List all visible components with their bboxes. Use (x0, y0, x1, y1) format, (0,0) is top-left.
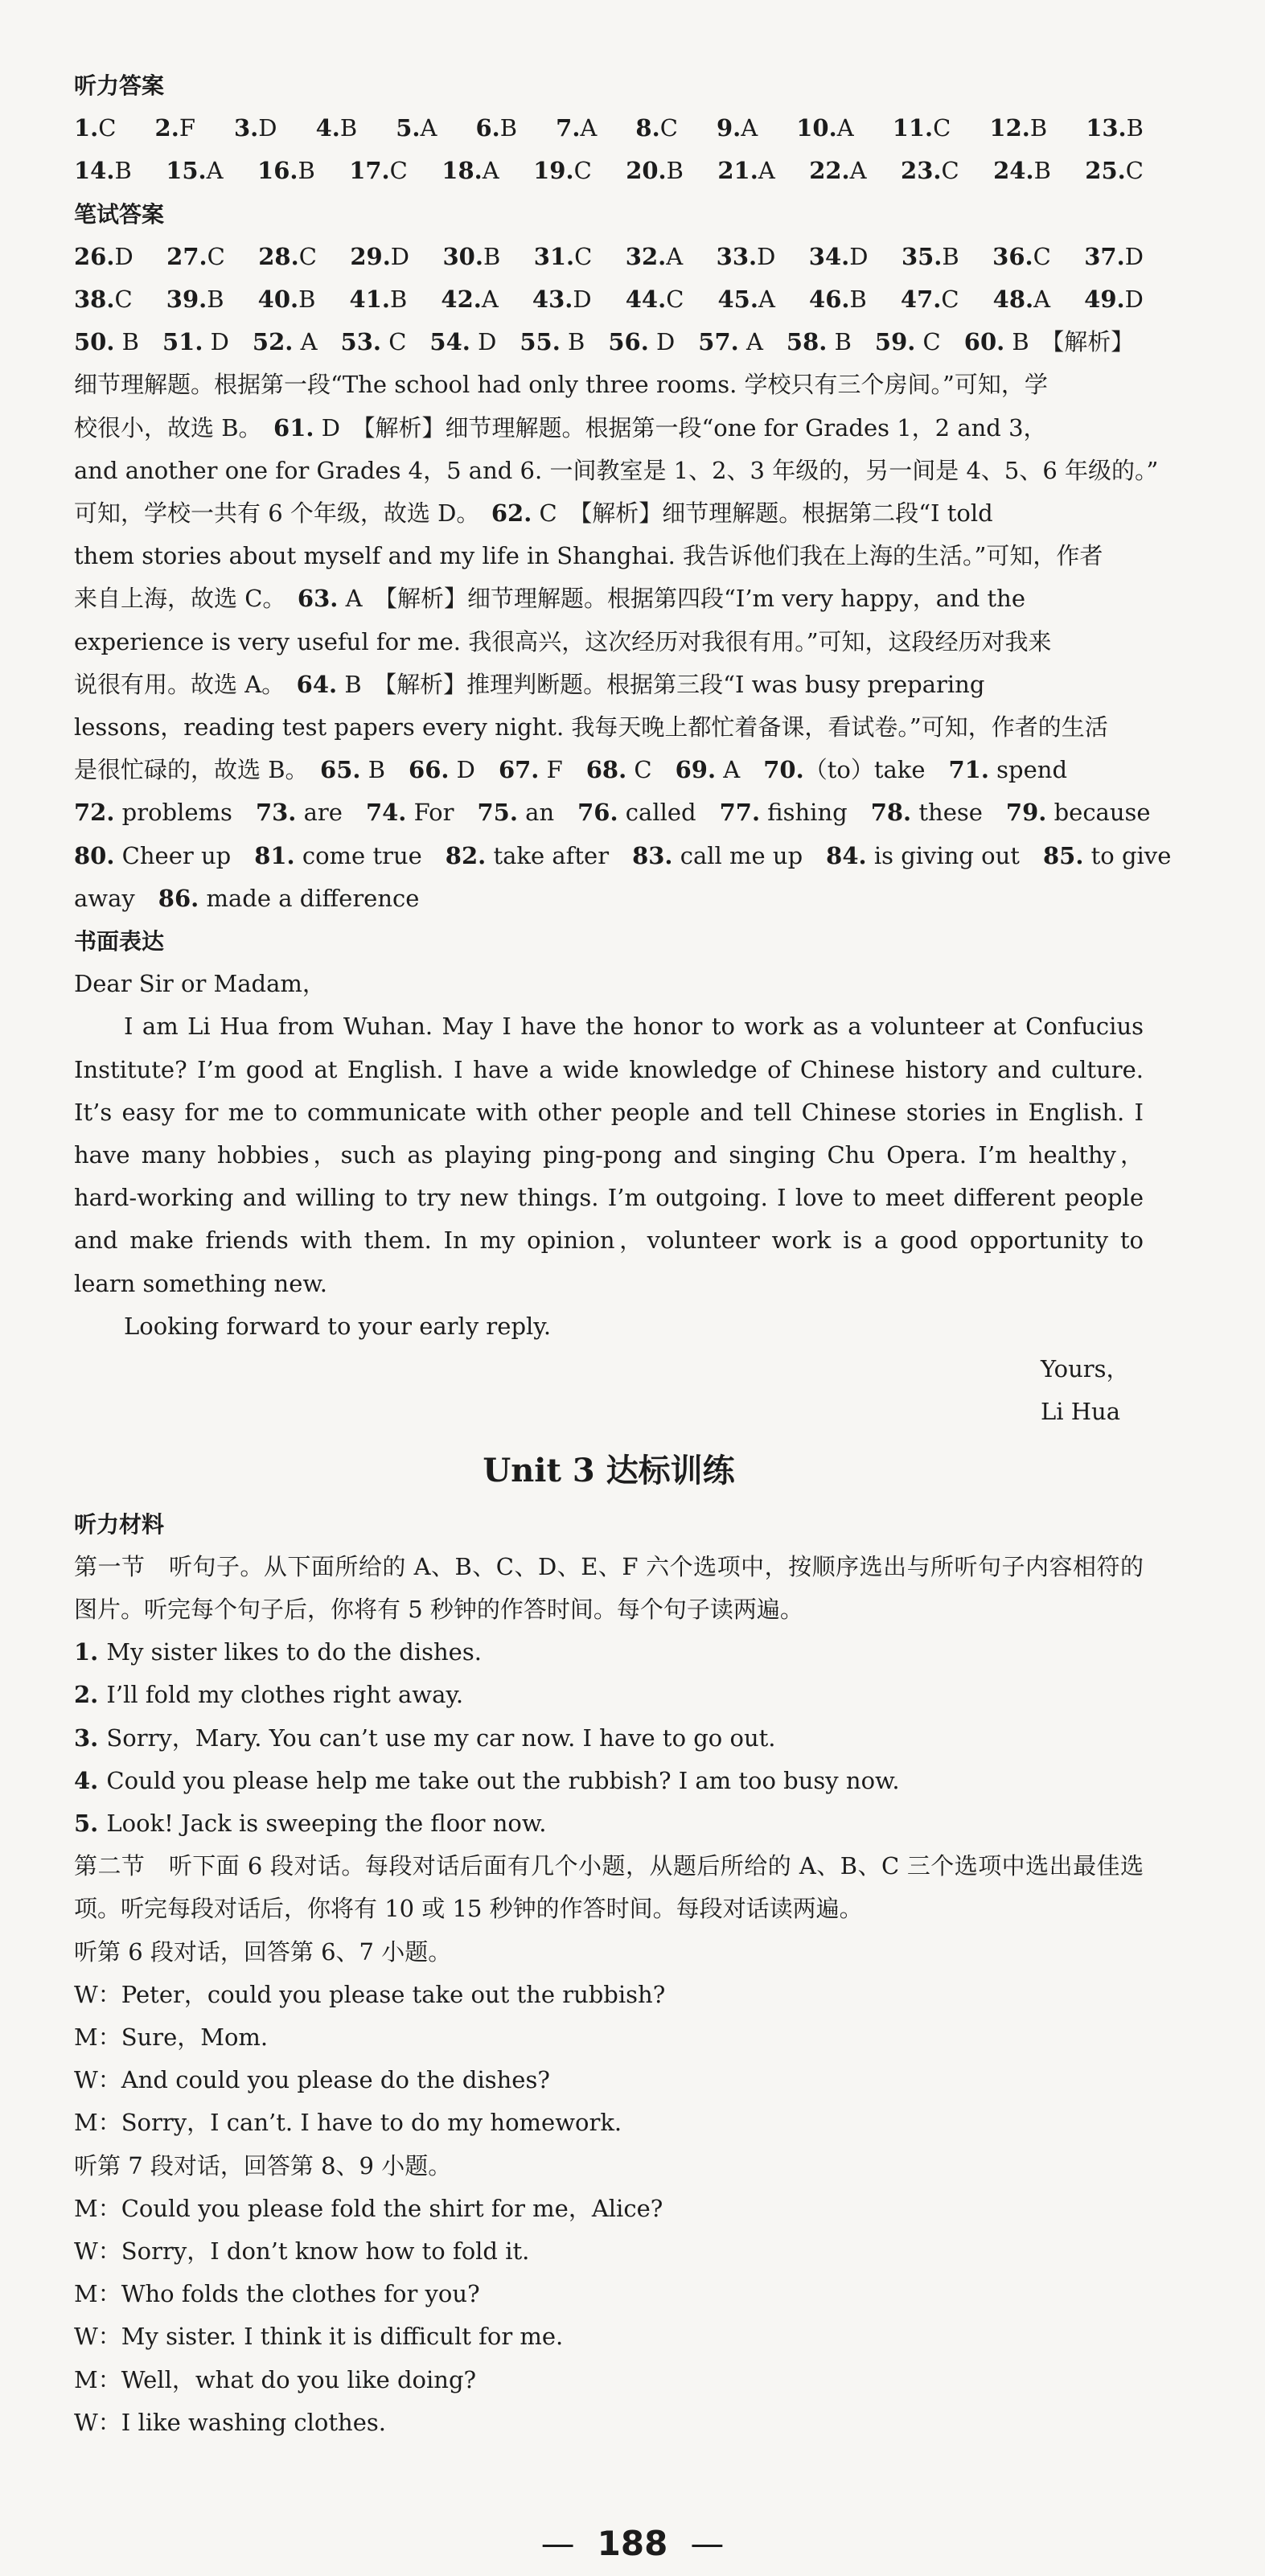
answer-value: C (659, 114, 678, 142)
answer-item (717, 150, 774, 192)
answer-value: A (420, 114, 437, 142)
answer-number: 46. (809, 286, 850, 314)
answer-value: D (258, 114, 277, 142)
answer-item (717, 236, 776, 278)
answer-number: 24. (993, 157, 1034, 185)
answer-number: 45. (717, 286, 758, 314)
sentence-text: I’ll fold my clothes right away. (106, 1681, 464, 1709)
answer-value: C (1125, 157, 1144, 185)
explanation-line: 说很有用。故选 A。 64. B 【解析】推理判断题。根据第三段“I was busy preparing (74, 670, 985, 698)
answer-number: 40. (257, 286, 299, 314)
explanation-line: and another one for Grades 4，5 and 6. 一间教室是 1、2、3 年级的，另一间是 4、5、6 年级的。” (74, 456, 1159, 484)
answer-number: 22. (809, 157, 850, 185)
answer-item (809, 236, 869, 278)
section1-instruction: 第一节 听句子。从下面所给的 A、B、C、D、E、F 六个选项中，按顺序选出与所听句子内容相符的图片。听完每个句子后，你将有 5 秒钟的作答时间。每个句子读两遍。 (74, 1552, 1144, 1623)
answer-value: A (482, 157, 499, 185)
answer-value: D (390, 242, 410, 270)
explanation-line: 来自上海，故选 C。 63. A 【解析】细节理解题。根据第四段“I’m very happy，and the (74, 585, 1025, 613)
letter-yours: Yours， (1041, 1355, 1130, 1383)
answer-number: 14. (74, 157, 115, 185)
answer-number: 15. (166, 157, 207, 185)
answer-item (234, 107, 277, 150)
dialogue-line: M：Sure，Mom. (74, 2023, 269, 2051)
answer-item (258, 236, 317, 278)
written-answers-block (74, 236, 1144, 321)
answer-item (74, 236, 133, 278)
answer-number: 48. (992, 286, 1034, 314)
answer-number: 29. (350, 242, 391, 270)
dialogue6-intro: 听第 6 段对话，回答第 6、7 小题。 (74, 1937, 452, 1966)
answer-number: 39. (166, 286, 207, 314)
answer-value: D (114, 242, 133, 270)
answer-row (74, 278, 1144, 321)
explanation-line: lessons，reading test papers every night. 我每天晚上都忙着备课，看试卷。”可知，作者的生活 (74, 713, 1108, 742)
answer-value: A (206, 157, 224, 185)
answer-item (809, 150, 866, 192)
answer-value: C (933, 114, 951, 142)
listening-answers-block (74, 107, 1144, 192)
answer-value: B (849, 286, 867, 314)
explanation-line: 校很小，故选 B。 61. D 【解析】细节理解题。根据第一段“one for Grades 1，2 and 3， (74, 413, 1047, 442)
dialogue-line: M：Sorry，I can’t. I have to do my homework. (74, 2109, 622, 2137)
dialogue-line: W：Sorry，I don’t know how to fold it. (74, 2237, 530, 2265)
letter-body: I am Li Hua from Wuhan. May I have the honor to work as a volunteer at Confucius Institute? I’m good at English. I have a wide knowledge of Chinese history and culture. It’s easy for me to communicate with other people and tell Chinese stories in English. I have many hobbies，such as playing ping-pong and singing Chu Opera. I’m healthy，hard-working and willing to try new things. I’m outgoing. I love to meet different people and make friends with them. In my opinion，volunteer work is a good opportunity to learn something new. (74, 1013, 1144, 1297)
answer-value: B (666, 157, 684, 185)
answer-value: B (389, 286, 408, 314)
sentence-text: Sorry，Mary. You can’t use my car now. I have to go out. (106, 1723, 776, 1752)
answer-value: A (580, 114, 598, 142)
explanation-line: 是很忙碌的，故选 B。 65. B 66. D 67. F 68. C 69. A 70.（to）take 71. spend (74, 756, 1068, 784)
answer-item (626, 150, 684, 192)
answer-item (993, 150, 1051, 192)
explanation-line: 可知，学校一共有 6 个年级，故选 D。 62. C 【解析】细节理解题。根据第二段“I told (74, 499, 993, 528)
answer-value: C (98, 114, 117, 142)
letter-greeting: Dear Sir or Madam， (74, 970, 326, 998)
answer-item (902, 236, 959, 278)
answer-item (718, 278, 775, 321)
answer-value: A (849, 157, 867, 185)
dialogue-line: M：Could you please fold the shirt for me，Alice? (74, 2194, 663, 2222)
answer-number: 4. (315, 114, 340, 142)
dialogue7 (74, 2188, 1144, 2444)
dialogue7-intro: 听第 7 段对话，回答第 8、9 小题。 (74, 2151, 452, 2180)
answer-item (166, 150, 223, 192)
answer-item (992, 236, 1051, 278)
listening-answers-heading: 听力答案 (74, 72, 165, 99)
answer-value: C (574, 242, 593, 270)
answer-item (533, 150, 592, 192)
answer-item (257, 150, 315, 192)
sentence-text: Look! Jack is sweeping the floor now. (106, 1809, 547, 1837)
answer-item (74, 107, 116, 150)
answer-value: D (1124, 242, 1144, 270)
answer-value: C (1033, 242, 1051, 270)
answer-item (893, 107, 951, 150)
answer-number: 49. (1084, 286, 1125, 314)
answer-number: 34. (808, 242, 850, 270)
answer-number: 17. (349, 157, 390, 185)
dialogue-line: W：My sister. I think it is difficult for me. (74, 2323, 564, 2351)
page-number (0, 2524, 1265, 2563)
answer-item (1086, 107, 1144, 150)
section2-instruction: 第二节 听下面 6 段对话。每段对话后面有几个小题，从题后所给的 A、B、C 三个选项中选出最佳选项。听完每段对话后，你将有 10 或 15 秒钟的作答时间。每段对话读两遍。 (74, 1852, 1144, 1923)
answer-number: 33. (716, 242, 758, 270)
answer-number: 38. (74, 286, 115, 314)
answer-item (74, 150, 132, 192)
answer-item (1084, 236, 1144, 278)
answer-value: B (1029, 114, 1048, 142)
answer-item (626, 236, 683, 278)
answer-item (901, 278, 959, 321)
sentence-item (74, 1717, 1144, 1760)
answer-item (796, 107, 853, 150)
answer-item (717, 107, 758, 150)
answer-number: 8. (635, 114, 660, 142)
answer-item (556, 107, 597, 150)
explanation-line: experience is very useful for me. 我很高兴，这次经历对我很有用。”可知，这段经历对我来 (74, 627, 1052, 655)
material-heading: 听力材料 (74, 1510, 165, 1538)
answer-number: 12. (989, 114, 1030, 142)
answer-number: 13. (1086, 114, 1127, 142)
content (74, 64, 1172, 2444)
answer-number: 9. (716, 114, 741, 142)
sentence-number: 5. (74, 1809, 107, 1837)
answer-item (1084, 278, 1144, 321)
answer-number: 16. (257, 157, 298, 185)
answer-value: B (1033, 157, 1051, 185)
answer-number: 43. (532, 286, 573, 314)
answer-value: D (573, 286, 592, 314)
answer-item (350, 278, 408, 321)
letter-name: Li Hua (1041, 1398, 1121, 1426)
answer-number: 20. (626, 157, 667, 185)
answer-value: D (1124, 286, 1144, 314)
answer-value: A (758, 286, 775, 314)
answer-value: B (499, 114, 518, 142)
answer-value: C (941, 286, 959, 314)
answer-item (443, 236, 501, 278)
sentence-number: 3. (74, 1723, 107, 1752)
explanation-line: 细节理解题。根据第一段“The school had only three rooms. 学校只有三个房间。”可知，学 (74, 371, 1048, 399)
answer-number: 37. (1084, 242, 1125, 270)
answer-value: C (389, 157, 408, 185)
answer-value: A (1033, 286, 1051, 314)
answer-row (74, 107, 1144, 150)
answer-number: 18. (442, 157, 483, 185)
answer-number: 30. (442, 242, 483, 270)
answer-value: C (114, 286, 133, 314)
answer-number: 11. (892, 114, 934, 142)
answer-value: D (849, 242, 869, 270)
sentence-item (74, 1802, 1144, 1845)
page-number-dash-right: — (690, 2524, 725, 2563)
answer-item (258, 278, 316, 321)
answer-item (635, 107, 677, 150)
answer-value: C (298, 242, 317, 270)
dialogue-line: M：Well，what do you like doing? (74, 2365, 477, 2393)
answer-number: 44. (625, 286, 667, 314)
answer-number: 26. (74, 242, 115, 270)
answer-number: 25. (1085, 157, 1126, 185)
letter (74, 963, 1144, 1433)
answer-value: C (207, 242, 225, 270)
answer-number: 23. (901, 157, 942, 185)
answer-value: A (836, 114, 854, 142)
sentence-text: Could you please help me take out the rubbish? I am too busy now. (106, 1766, 900, 1794)
answer-value: A (758, 157, 775, 185)
letter-signoff (74, 1348, 1144, 1433)
answer-item (155, 107, 195, 150)
explanation-line: 80. Cheer up 81. come true 82. take after 83. call me up 84. is giving out 85. to give (74, 841, 1172, 869)
answer-row (74, 150, 1144, 192)
answer-item (476, 107, 518, 150)
sentence-item (74, 1674, 1144, 1716)
answer-value: B (1126, 114, 1144, 142)
sentence-number: 2. (74, 1681, 107, 1709)
answer-item (316, 107, 358, 150)
answer-number: 36. (992, 242, 1033, 270)
answer-number: 28. (258, 242, 299, 270)
answer-item (396, 107, 437, 150)
sentence-item (74, 1760, 1144, 1802)
sentence-list (74, 1631, 1144, 1845)
answer-number: 5. (396, 114, 421, 142)
sentence-text: My sister likes to do the dishes. (106, 1638, 482, 1666)
answer-value: A (481, 286, 499, 314)
dialogue-line: W：I like washing clothes. (74, 2408, 386, 2436)
answer-item (534, 236, 593, 278)
answer-item (1085, 150, 1144, 192)
dialogue-line: M：Who folds the clothes for you? (74, 2280, 480, 2308)
answer-item (166, 236, 225, 278)
answer-number: 35. (901, 242, 943, 270)
answer-item (74, 278, 133, 321)
answer-number: 42. (441, 286, 482, 314)
answer-value: A (741, 114, 758, 142)
answer-number: 41. (349, 286, 390, 314)
answer-item (993, 278, 1050, 321)
dialogue-line: W：And could you please do the dishes? (74, 2066, 550, 2094)
answer-row (74, 236, 1144, 278)
answer-value: B (298, 286, 316, 314)
answer-number: 3. (233, 114, 259, 142)
answer-number: 19. (533, 157, 574, 185)
answer-item (626, 278, 684, 321)
page-number-dash-left: — (540, 2524, 575, 2563)
answer-number: 32. (625, 242, 667, 270)
written-answers-heading: 笔试答案 (74, 200, 165, 228)
answer-number: 1. (74, 114, 99, 142)
answer-value: B (114, 157, 132, 185)
page-number-value: 188 (597, 2524, 668, 2563)
answer-item (441, 278, 498, 321)
answer-item (809, 278, 867, 321)
answer-value: C (666, 286, 684, 314)
sentence-number: 4. (74, 1766, 107, 1794)
answer-value: B (942, 242, 959, 270)
explanation-line: 72. problems 73. are 74. For 75. an 76. called 77. fishing 78. these 79. because (74, 799, 1151, 827)
sentence-number: 1. (74, 1638, 107, 1666)
answer-item (442, 150, 499, 192)
dialogue-line: W：Peter，could you please take out the rubbish? (74, 1980, 666, 2008)
answer-number: 10. (796, 114, 837, 142)
answer-value: C (941, 157, 959, 185)
answer-number: 2. (154, 114, 179, 142)
answer-value: B (298, 157, 315, 185)
answer-item (350, 236, 409, 278)
answer-number: 47. (900, 286, 942, 314)
answer-value: B (339, 114, 358, 142)
answer-number: 7. (556, 114, 581, 142)
explanation-line: away 86. made a difference (74, 884, 420, 912)
answer-number: 27. (166, 242, 207, 270)
letter-closing-line: Looking forward to your early reply. (124, 1312, 552, 1340)
answer-item (166, 278, 224, 321)
sentence-item (74, 1631, 1144, 1674)
answer-item (989, 107, 1047, 150)
answer-number: 6. (475, 114, 500, 142)
answer-item (349, 150, 408, 192)
answer-value: C (573, 157, 592, 185)
answer-value: B (483, 242, 501, 270)
answer-explanations (74, 321, 1172, 920)
dialogue6 (74, 1974, 1144, 2145)
answer-item (901, 150, 959, 192)
answer-number: 21. (717, 157, 758, 185)
answer-value: F (179, 114, 195, 142)
explanation-line: them stories about myself and my life in Shanghai. 我告诉他们我在上海的生活。”可知，作者 (74, 542, 1103, 570)
answer-value: D (757, 242, 776, 270)
answer-number: 31. (533, 242, 575, 270)
writing-heading: 书面表达 (74, 928, 165, 955)
answer-item (532, 278, 592, 321)
explanation-line: 50. B 51. D 52. A 53. C 54. D 55. B 56. D 57. A 58. B 59. C 60. B 【解析】 (74, 328, 1135, 356)
answer-value: A (666, 242, 684, 270)
unit-title: Unit 3 达标训练 (483, 1451, 735, 1489)
answer-value: B (207, 286, 224, 314)
